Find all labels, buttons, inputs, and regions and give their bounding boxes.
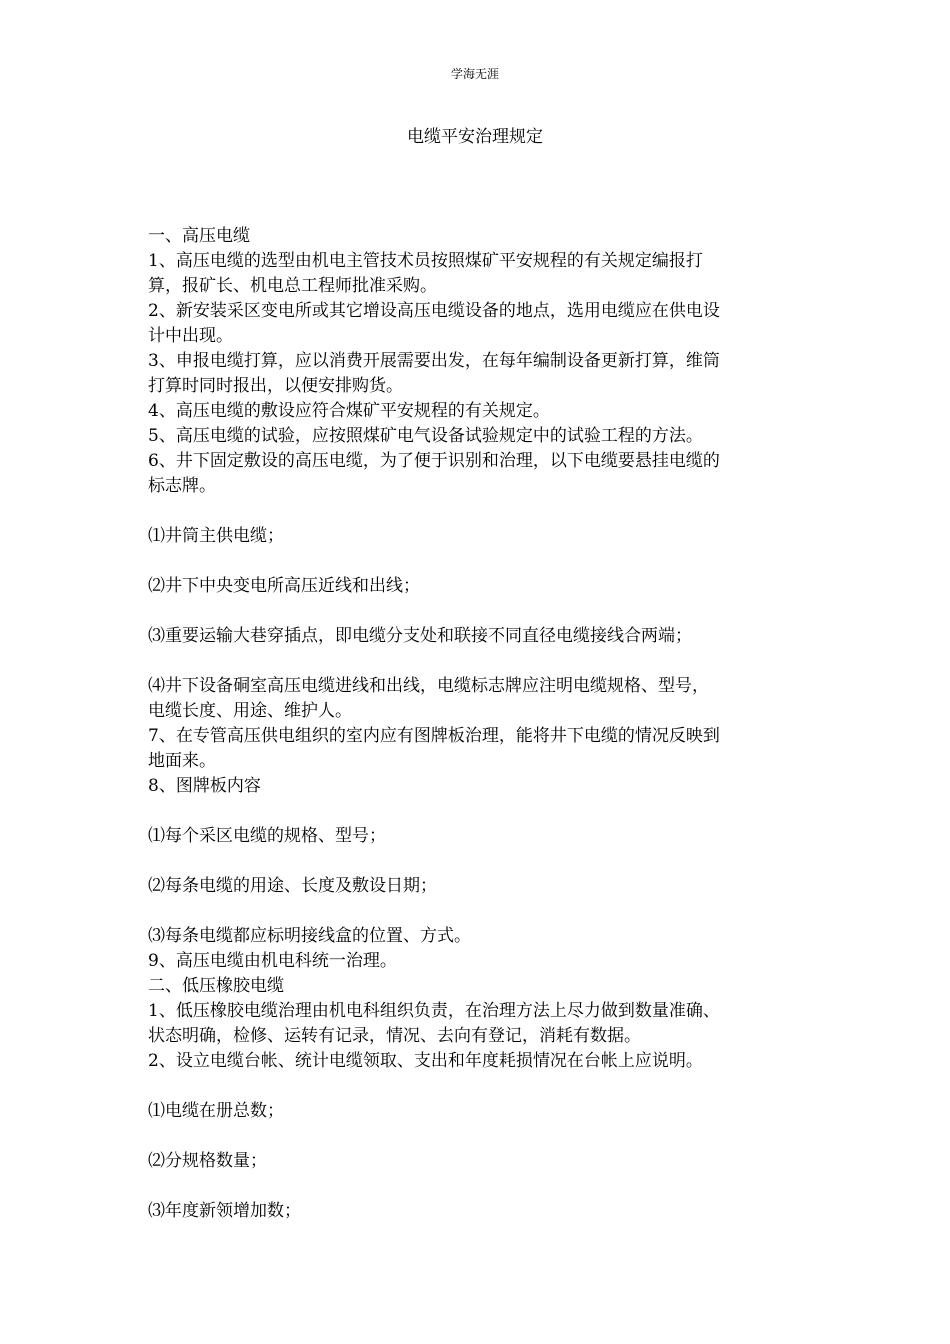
body-line: ⑷井下设备硐室高压电缆进线和出线，电缆标志牌应注明电缆规格、型号， (148, 676, 709, 696)
body-line: 5、高压电缆的试验，应按照煤矿电气设备试验规定中的试验工程的方法。 (148, 426, 703, 446)
body-line: ⑴电缆在册总数； (148, 1101, 284, 1121)
body-line: 2、新安装采区变电所或其它增设高压电缆设备的地点，选用电缆应在供电设 (148, 301, 720, 321)
body-line: 电缆长度、用途、维护人。 (148, 701, 352, 721)
body-line: 4、高压电缆的敷设应符合煤矿平安规程的有关规定。 (148, 401, 550, 421)
body-line: ⑵每条电缆的用途、长度及敷设日期； (148, 876, 437, 896)
body-line: 地面来。 (148, 751, 216, 771)
body-line: ⑶每条电缆都应标明接线盒的位置、方式。 (148, 926, 471, 946)
body-line: ⑴井筒主供电缆； (148, 526, 284, 546)
body-line: 1、低压橡胶电缆治理由机电科组织负责，在治理方法上尽力做到数量准确、 (148, 1001, 720, 1021)
blank-line (148, 799, 796, 824)
body-line: 6、井下固定敷设的高压电缆，为了便于识别和治理，以下电缆要悬挂电缆的 (148, 451, 720, 471)
body-line: 9、高压电缆由机电科统一治理。 (148, 951, 397, 971)
blank-line (148, 649, 796, 674)
body-line: 计中出现。 (148, 326, 233, 346)
body-line: 标志牌。 (148, 476, 216, 496)
document-body (148, 224, 796, 1224)
blank-line (148, 899, 796, 924)
body-line: 7、在专管高压供电组织的室内应有图牌板治理，能将井下电缆的情况反映到 (148, 726, 720, 746)
body-line: 打算时同时报出，以便安排购货。 (148, 376, 403, 396)
body-line: 2、设立电缆台帐、统计电缆领取、支出和年度耗损情况在台帐上应说明。 (148, 1051, 703, 1071)
body-line: ⑵分规格数量； (148, 1151, 267, 1171)
document-title: 电缆平安治理规定 (407, 127, 543, 147)
page-header-note: 学海无涯 (450, 67, 499, 81)
body-line: 3、申报电缆打算，应以消费开展需要出发，在每年编制设备更新打算，维筒 (148, 351, 720, 371)
blank-line (148, 599, 796, 624)
blank-line (148, 499, 796, 524)
body-line: 状态明确，检修、运转有记录，情况、去向有登记，消耗有数据。 (148, 1026, 641, 1046)
body-line: ⑶年度新领增加数； (148, 1201, 301, 1221)
body-line: 一、高压电缆 (148, 226, 250, 246)
blank-line (148, 549, 796, 574)
blank-line (148, 1074, 796, 1099)
body-line: 二、低压橡胶电缆 (148, 976, 284, 996)
body-line: ⑶重要运输大巷穿插点，即电缆分支处和联接不同直径电缆接线合两端； (148, 626, 692, 646)
body-line: 1、高压电缆的选型由机电主管技术员按照煤矿平安规程的有关规定编报打 (148, 251, 703, 271)
body-line: 8、图牌板内容 (148, 776, 261, 796)
body-line: ⑴每个采区电缆的规格、型号； (148, 826, 386, 846)
body-line: ⑵井下中央变电所高压近线和出线； (148, 576, 420, 596)
blank-line (148, 1174, 796, 1199)
blank-line (148, 849, 796, 874)
blank-line (148, 1124, 796, 1149)
body-line: 算，报矿长、机电总工程师批准采购。 (148, 276, 437, 296)
